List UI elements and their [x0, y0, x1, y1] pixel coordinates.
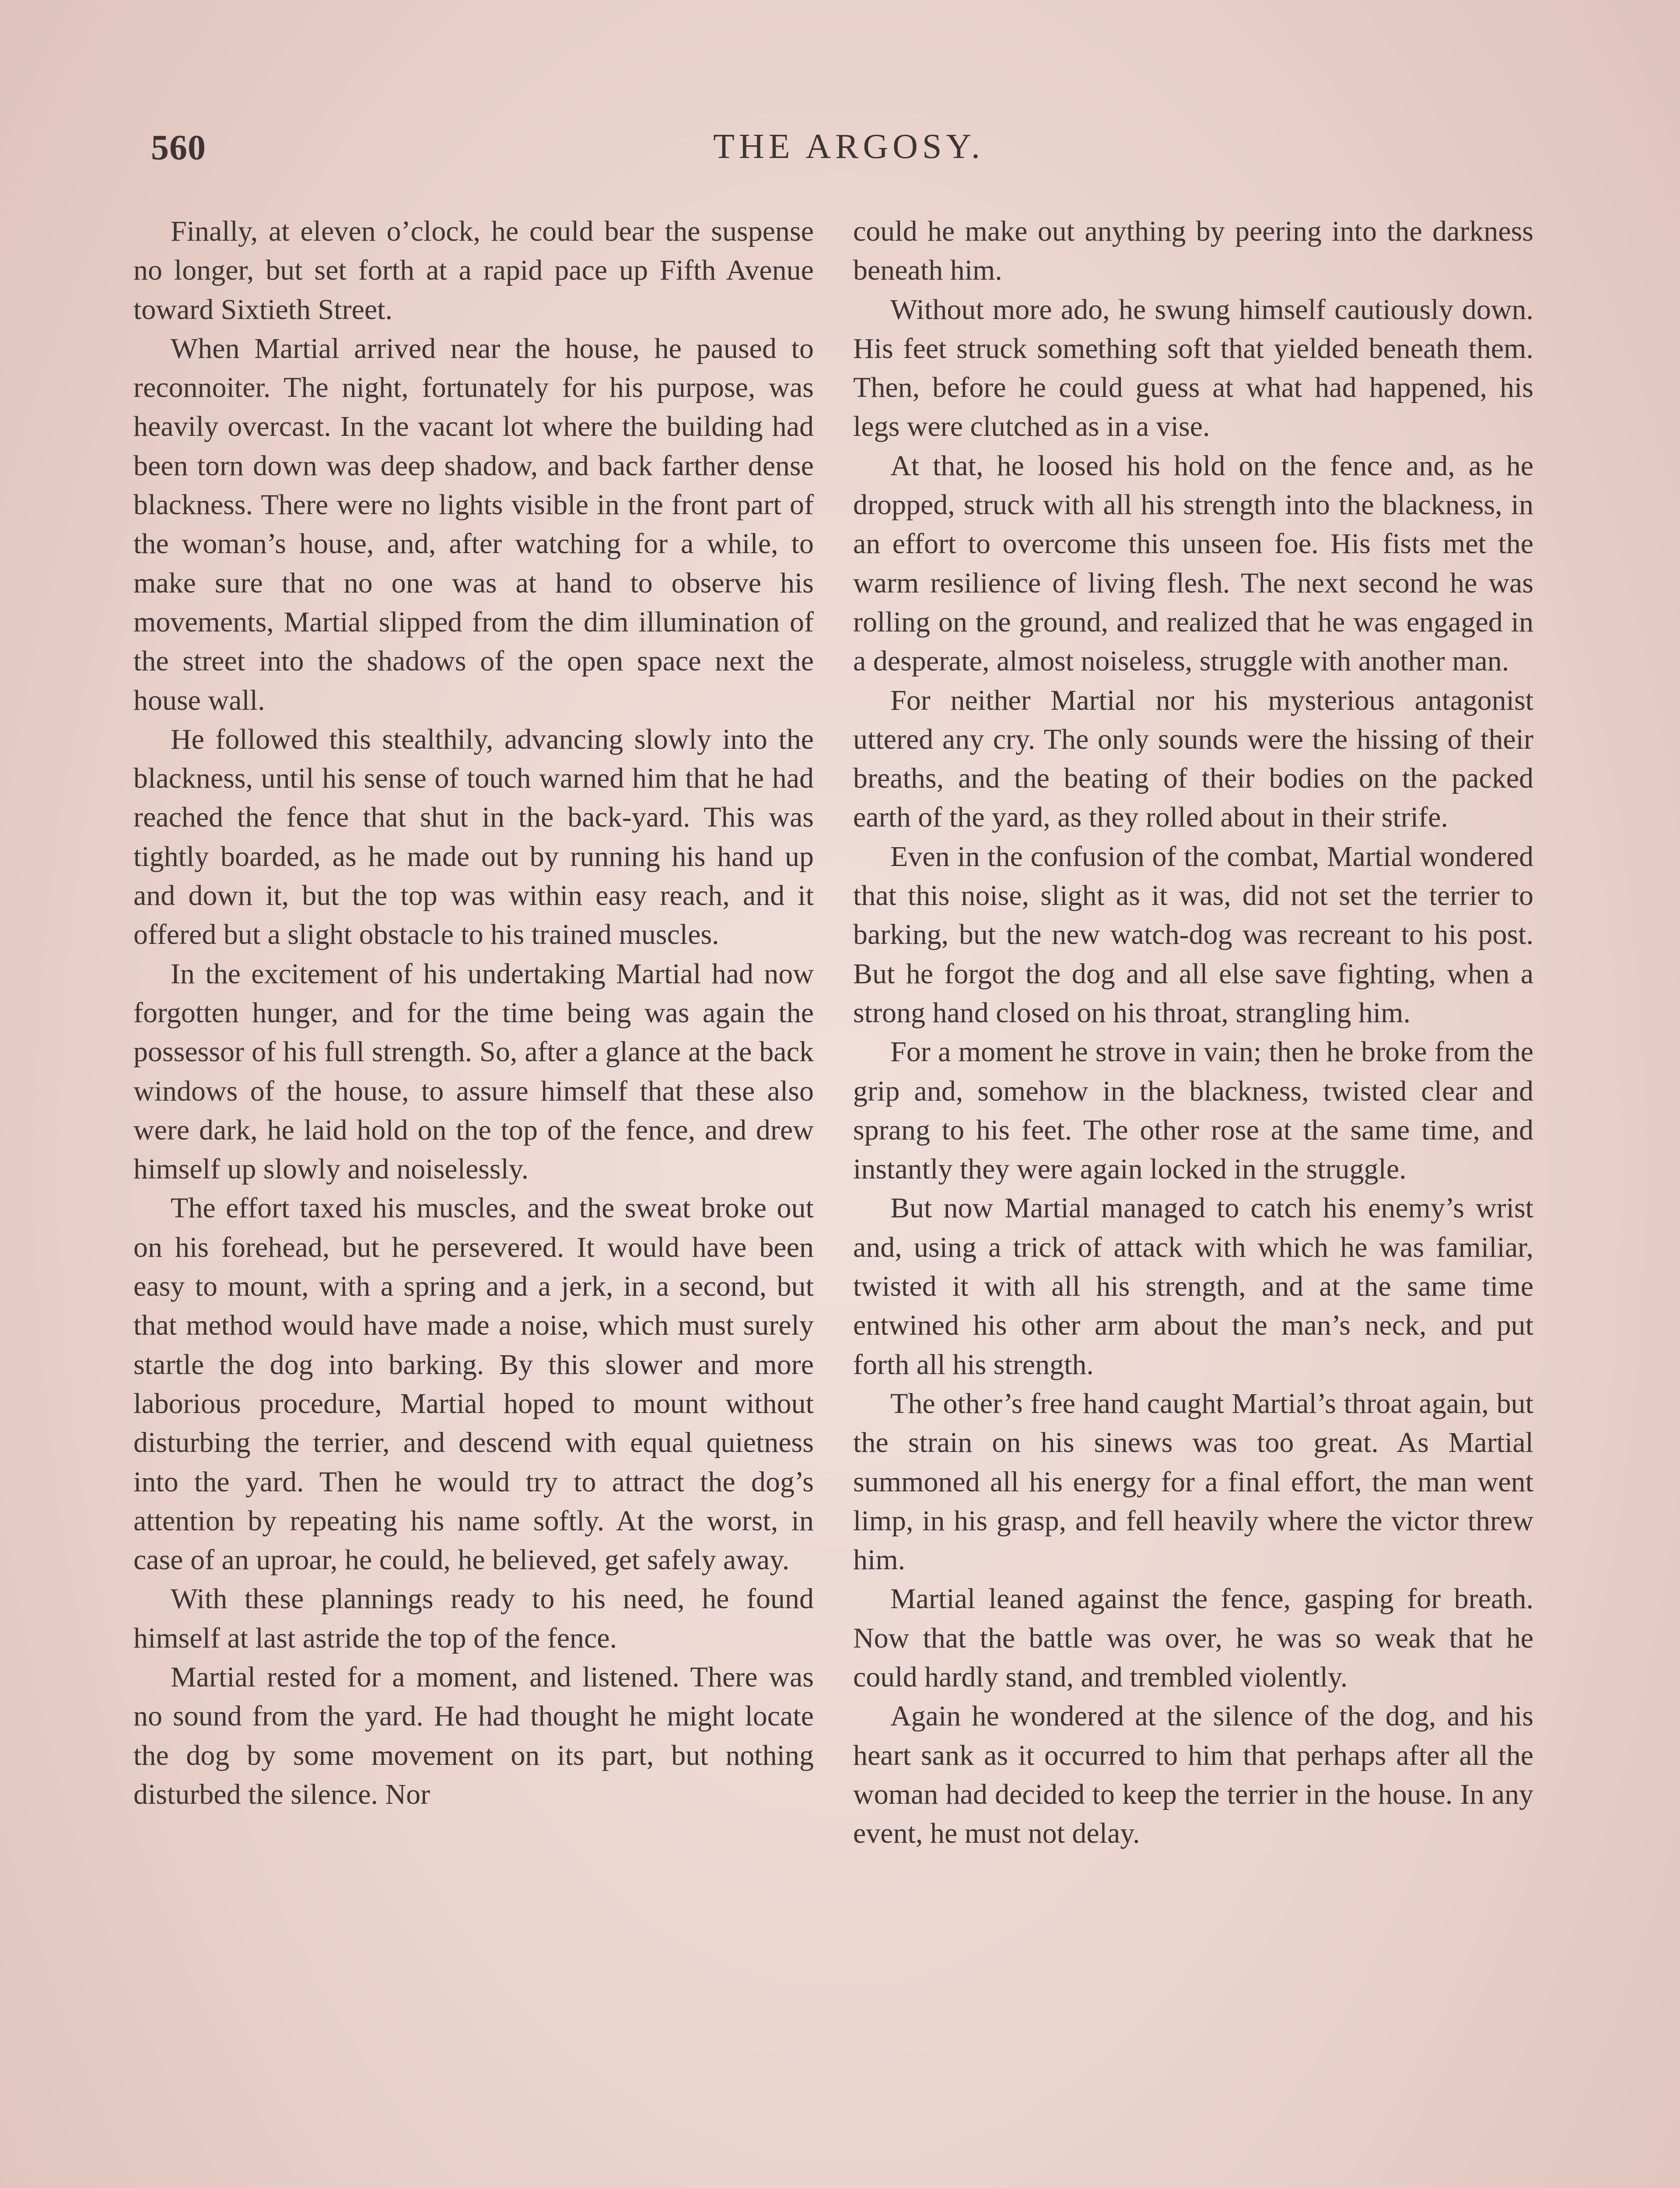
left-column: [133, 212, 814, 1814]
paragraph: For a moment he strove in vain; then he broke from the grip and, somehow in the blackness, twisted clear and sprang to his feet. The other rose at the same time, and instantly they were again locked in the struggle.: [853, 1036, 1533, 1185]
paragraph: Martial rested for a moment, and listened. There was no sound from the yard. He had thought he might locate the dog by some movement on its part, but nothing disturbed the silence. Nor: [133, 1661, 814, 1810]
page-number: 560: [151, 127, 206, 167]
paragraph: At that, he loosed his hold on the fence and, as he dropped, struck with all his strength into the blackness, in an effort to overcome this unseen foe. His fists met the warm resilience of living flesh. The next second he was rolling on the ground, and realized that he was engaged in a desperate, almost noiseless, struggle with another man.: [853, 449, 1533, 677]
paragraph: When Martial arrived near the house, he paused to reconnoiter. The night, fortunately for his purpose, was heavily overcast. In the vacant lot where the building had been torn down was deep shadow, and back farther dense blackness. There were no lights visible in the front part of the woman’s house, and, after watching for a while, to make sure that no one was at hand to observe his movements, Martial slipped from the dim illumination of the street into the shadows of the open space next the house wall.: [133, 332, 814, 716]
paragraph: Again he wondered at the silence of the dog, and his heart sank as it occurred to him that perhaps after all the woman had decided to keep the terrier in the house. In any event, he must not delay.: [853, 1700, 1533, 1850]
paragraph: But now Martial managed to catch his enemy’s wrist and, using a trick of attack with which he was familiar, twisted it with all his strength, and at the same time entwined his other arm about the man’s neck, and put forth all his strength.: [853, 1192, 1533, 1381]
paragraph: In the excitement of his undertaking Martial had now forgotten hunger, and for the time being was again the possessor of his full strength. So, after a glance at the back windows of the house, to assure himself that these also were dark, he laid hold on the top of the fence, and drew himself up slowly and noiselessly.: [133, 957, 814, 1185]
paragraph: The other’s free hand caught Martial’s throat again, but the strain on his sinews was too great. As Martial summoned all his energy for a final effort, the man went limp, in his grasp, and fell heavily where the victor threw him.: [853, 1387, 1533, 1576]
paragraph: Even in the confusion of the combat, Martial wondered that this noise, slight as it was, did not set the terrier to barking, but the new watch-dog was recreant to his post. But he forgot the dog and all else save fighting, when a strong hand closed on his throat, strangling him.: [853, 840, 1533, 1029]
page-header: [151, 127, 1547, 179]
continued-paragraph: could he make out anything by peering into the darkness beneath him.: [853, 215, 1533, 287]
right-column: [853, 212, 1533, 1853]
paragraph: Finally, at eleven o’clock, he could bear the suspense no longer, but set forth at a rapid pace up Fifth Avenue toward Sixtieth Street.: [133, 215, 814, 326]
paragraph: He followed this stealthily, advancing slowly into the blackness, until his sense of touch warned him that he had reached the fence that shut in the back-yard. This was tightly boarded, as he made out by running his hand up and down it, but the top was within easy reach, and it offered but a slight obstacle to his trained muscles.: [133, 723, 814, 951]
paragraph: Without more ado, he swung himself cautiously down. His feet struck something soft that yielded beneath them. Then, before he could guess at what had happened, his legs were clutched as in a vise.: [853, 293, 1533, 443]
paragraph: Martial leaned against the fence, gasping for breath. Now that the battle was over, he was so weak that he could hardly stand, and trembled violently.: [853, 1583, 1533, 1693]
paragraph: The effort taxed his muscles, and the sweat broke out on his forehead, but he persevered. It would have been easy to mount, with a spring and a jerk, in a second, but that method would have made a noise, which must surely startle the dog into barking. By this slower and more laborious procedure, Martial hoped to mount without disturbing the terrier, and descend with equal quietness into the yard. Then he would try to attract the dog’s attention by repeating his name softly. At the worst, in case of an uproar, he could, he believed, get safely away.: [133, 1192, 814, 1576]
running-title: THE ARGOSY.: [713, 127, 984, 166]
paragraph: For neither Martial nor his mysterious antagonist uttered any cry. The only sounds were the hissing of their breaths, and the beating of their bodies on the packed earth of the yard, as they rolled about in their strife.: [853, 684, 1533, 834]
paragraph: With these plannings ready to his need, he found himself at last astride the top of the fence.: [133, 1583, 814, 1654]
